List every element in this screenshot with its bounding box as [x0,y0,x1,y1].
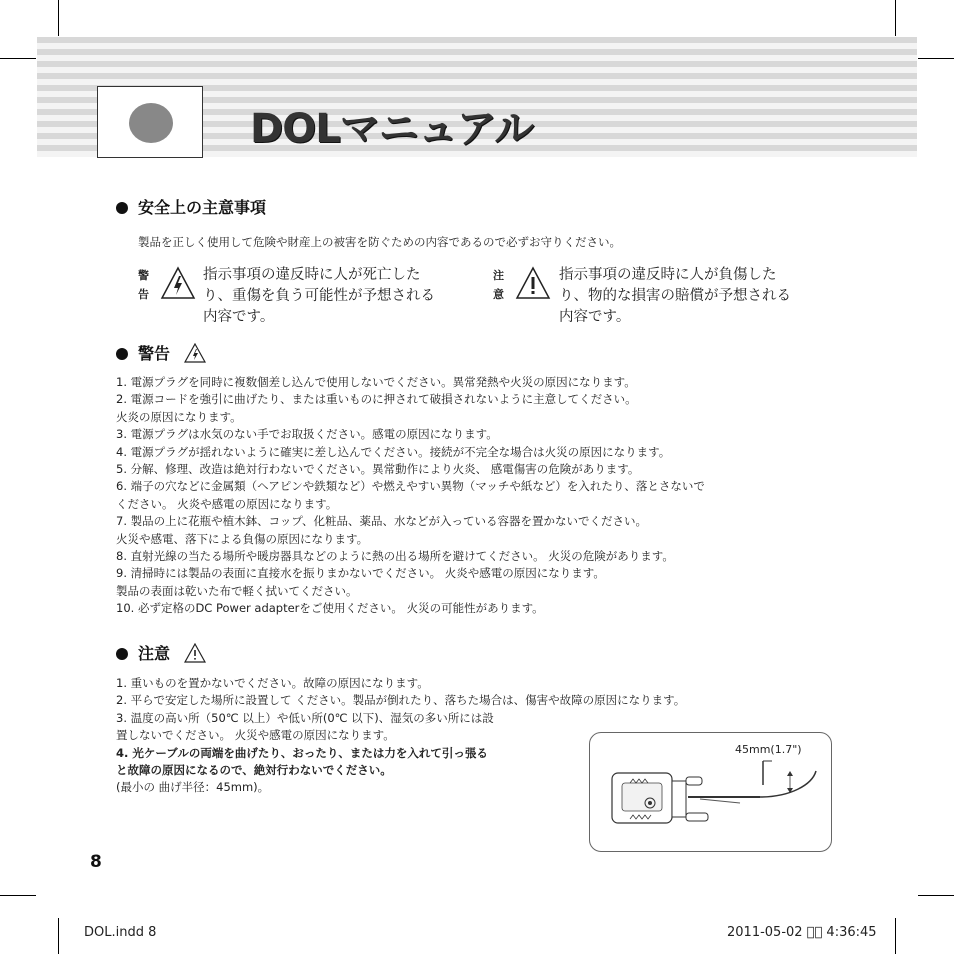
list-item: 3. 電源プラグは水気のない手でお取扱ください。感電の原因になります。 [116,427,498,442]
crop-mark [918,58,954,59]
list-item: 3. 温度の高い所（50℃ 以上）や低い所(0℃ 以下)、湿気の多い所には設 [116,710,494,725]
list-item: 5. 分解、修理、改造は絶対行わないでください。異常動作により火炎、 感電傷害の危険があります。 [116,462,640,477]
page-number: 8 [90,852,102,872]
page-title: DOLマニュアル [250,106,534,152]
text-line: 指示事項の違反時に人が負傷した [559,267,777,283]
text-line: 内容です。 [559,309,631,325]
warnings-heading-text: 警告 [138,344,171,363]
list-item: 1. 重いものを置かないでください。故障の原因になります。 [116,676,429,690]
bullet-icon [116,202,128,214]
bullet-icon [116,348,128,360]
safety-heading-text: 安全上の主意事項 [138,198,267,217]
crop-mark [58,0,59,36]
label-char: 告 [138,288,149,301]
safety-intro: 製品を正しく使用して危険や財産上の被害を防ぐための内容であるので必ずお守りください。 [138,235,621,249]
crop-mark [0,58,36,59]
label-char: 意 [493,288,504,301]
caution-box-text [559,265,791,328]
device-illustration [590,733,830,849]
list-item: 7. 製品の上に花瓶や植木鉢、コップ、化粧品、薬品、水などが入っている容器を置かないでください。 [116,514,647,529]
list-item: 9. 清掃時には製品の表面に直接水を振りまかないでください。 火炎や感電の原因になります。 [116,566,605,581]
list-item: 4. 光ケーブルの両端を曲げたり、おったり、または力を入れて引っ張る [116,745,488,760]
cautions-heading [116,641,206,664]
crop-mark [58,918,59,954]
warnings-list [116,374,705,618]
safety-heading [116,195,266,218]
list-item: 6. 端子の穴などに金属類（ヘアピンや鉄類など）や燃えやすい異物（マッチや紙など）を入れたり、落とさないで [116,479,705,494]
crop-mark [895,0,896,36]
bend-radius-label: 45mm(1.7") [735,743,802,756]
label-char: 注 [493,269,504,282]
footer-file: DOL.indd 8 [84,925,157,940]
exclamation-warning-icon [515,266,551,300]
exclamation-warning-icon [184,643,206,663]
bullet-icon [116,648,128,660]
text-line: 指示事項の違反時に人が死亡した [203,267,421,283]
list-item: 火災や感電、落下による負傷の原因になります。 [116,531,369,546]
list-item: 4. 電源プラグが揺れないように確実に差し込んでください。接続が不完全な場合は火災の原因になります。 [116,444,671,459]
list-item: 製品の表面は乾いた布で軽く拭いてください。 [116,583,358,598]
warnings-heading [116,341,206,364]
electric-warning-icon [160,266,196,300]
logo-box [97,86,203,158]
cautions-heading-text: 注意 [138,644,171,663]
list-item: 置しないでください。 火災や感電の原因になります。 [116,728,395,743]
crop-mark [895,918,896,954]
electric-warning-icon [184,343,206,363]
list-item: ください。 火炎や感電の原因になります。 [116,496,338,511]
list-item: 火炎の原因になります。 [116,409,242,424]
circle-icon [129,103,173,143]
text-line: り、重傷を負う可能性が予想される [203,288,435,304]
text-line: 内容です。 [203,309,275,325]
text-line: り、物的な損害の賠償が予想される [559,288,791,304]
warning-box-label [138,266,152,304]
list-item: 2. 平らで安定した場所に設置して ください。製品が倒れたり、落ちた場合は、傷害や故障の原因になります。 [116,693,686,708]
list-item: と故障の原因になるので、絶対行わないでください。 [116,763,392,778]
crop-mark [0,895,36,896]
footer-timestamp: 2011-05-02 ￿￿ 4:36:45 [727,925,877,940]
list-item: 8. 直射光線の当たる場所や暖房器具などのように熱の出る場所を避けてください。 火災の危険があります。 [116,549,674,564]
label-char: 警 [138,269,149,282]
list-item: 1. 電源プラグを同時に複数個差し込んで使用しないでください。異常発熱や火災の原因になります。 [116,375,636,389]
bend-radius-diagram [589,732,832,852]
warning-box-text [203,265,435,328]
list-item: 2. 電源コードを強引に曲げたり、または重いものに押されて破損されないように主意してください。 [116,392,637,407]
list-item: (最小の 曲げ半径：45mm)。 [116,780,270,795]
caution-box-label [493,266,507,304]
crop-mark [918,895,954,896]
list-item: 10. 必ず定格のDC Power adapterをご使用ください。 火災の可能性があります。 [116,601,544,616]
